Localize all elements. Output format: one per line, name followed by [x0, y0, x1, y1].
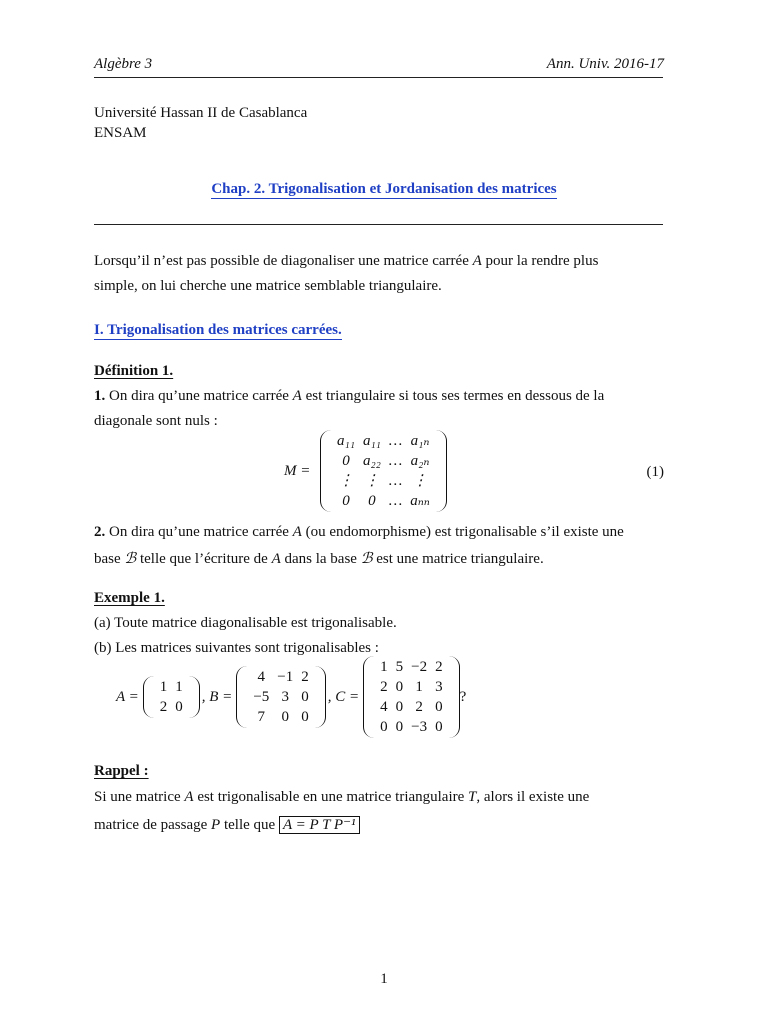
chapter-title[interactable]: Chap. 2. Trigonalisation et Jordanisation des matrices	[211, 181, 557, 197]
rappel-line-2: matrice de passage P telle que A = P T P⁻¹	[94, 815, 360, 834]
matrix-a: 1 1 2 0	[143, 676, 200, 718]
var-A: A	[292, 388, 302, 404]
definition-item2	[94, 524, 624, 541]
rappel-heading: Rappel :	[94, 763, 149, 779]
definition-item2-line2: base ℬ telle que l’écriture de A dans la base ℬ est une matrice triangulaire.	[94, 551, 544, 567]
matrix-a-label: A =	[116, 688, 139, 705]
definition-item1	[94, 388, 604, 405]
definition-heading: Définition 1.	[94, 363, 174, 379]
chapter-title-wrap	[0, 181, 768, 198]
def-text: est triangulaire si tous ses termes en dessous de la	[301, 388, 605, 404]
title-rule	[94, 224, 663, 225]
intro-text: Lorsqu’il n’est pas possible de diagonaliser une matrice carrée	[94, 253, 473, 269]
example-end: ?	[459, 688, 467, 705]
matrix-m-label: M =	[284, 463, 311, 479]
example-b: (b) Les matrices suivantes sont trigonalisables :	[94, 640, 379, 656]
section-title[interactable]: I. Trigonalisation des matrices carrées.	[94, 322, 342, 338]
header-rule	[94, 77, 663, 78]
left-paren	[320, 430, 331, 512]
matrix-m-table: a₁₁ a₁₁ … a₁ₙ 0 a₂₂ … a₂ₙ ⋮ ⋮ … ⋮ 0 0 … aₙₙ	[337, 433, 430, 509]
var-A: A	[292, 524, 302, 540]
rappel-line-1: Si une matrice A est trigonalisable en une matrice triangulaire T, alors il existe une	[94, 789, 590, 805]
matrix-c-label: , C =	[327, 688, 360, 705]
right-paren	[436, 430, 447, 512]
page-number: 1	[380, 971, 388, 987]
intro-text: pour la rendre plus	[481, 253, 599, 269]
matrix-b-label: , B =	[201, 688, 233, 705]
def-text: (ou endomorphisme) est trigonalisable s’il existe une	[301, 524, 624, 540]
example-a: (a) Toute matrice diagonalisable est trigonalisable.	[94, 615, 397, 631]
section-title-wrap	[94, 322, 342, 339]
boxed-formula: A = P T P⁻¹	[279, 816, 360, 834]
def-text: On dira qu’une matrice carrée	[105, 388, 293, 404]
institution-name: Université Hassan II de Casablanca	[94, 105, 308, 121]
example-heading: Exemple 1.	[94, 590, 165, 606]
matrix-m	[320, 430, 447, 512]
equation-number: (1)	[646, 464, 664, 480]
intro-line-2: simple, on lui cherche une matrice semblable triangulaire.	[94, 278, 442, 294]
intro-line-1	[94, 253, 598, 270]
def-text: On dira qu’une matrice carrée	[105, 524, 293, 540]
item-number: 2.	[94, 524, 106, 540]
var-A: A	[472, 253, 482, 269]
header-left: Algèbre 3	[94, 56, 153, 72]
item-number: 1.	[94, 388, 106, 404]
matrix-b: 4 −1 2 −5 3 0 7 0 0	[236, 666, 325, 728]
header-right: Ann. Univ. 2016-17	[546, 56, 664, 72]
example-matrices	[94, 658, 466, 736]
institution-school: ENSAM	[94, 125, 147, 141]
matrix-c: 1 5 −2 2 2 0 1 3 4 0 2 0 0 0 −3 0	[363, 656, 459, 738]
definition-item1-line2: diagonale sont nuls :	[94, 413, 218, 429]
